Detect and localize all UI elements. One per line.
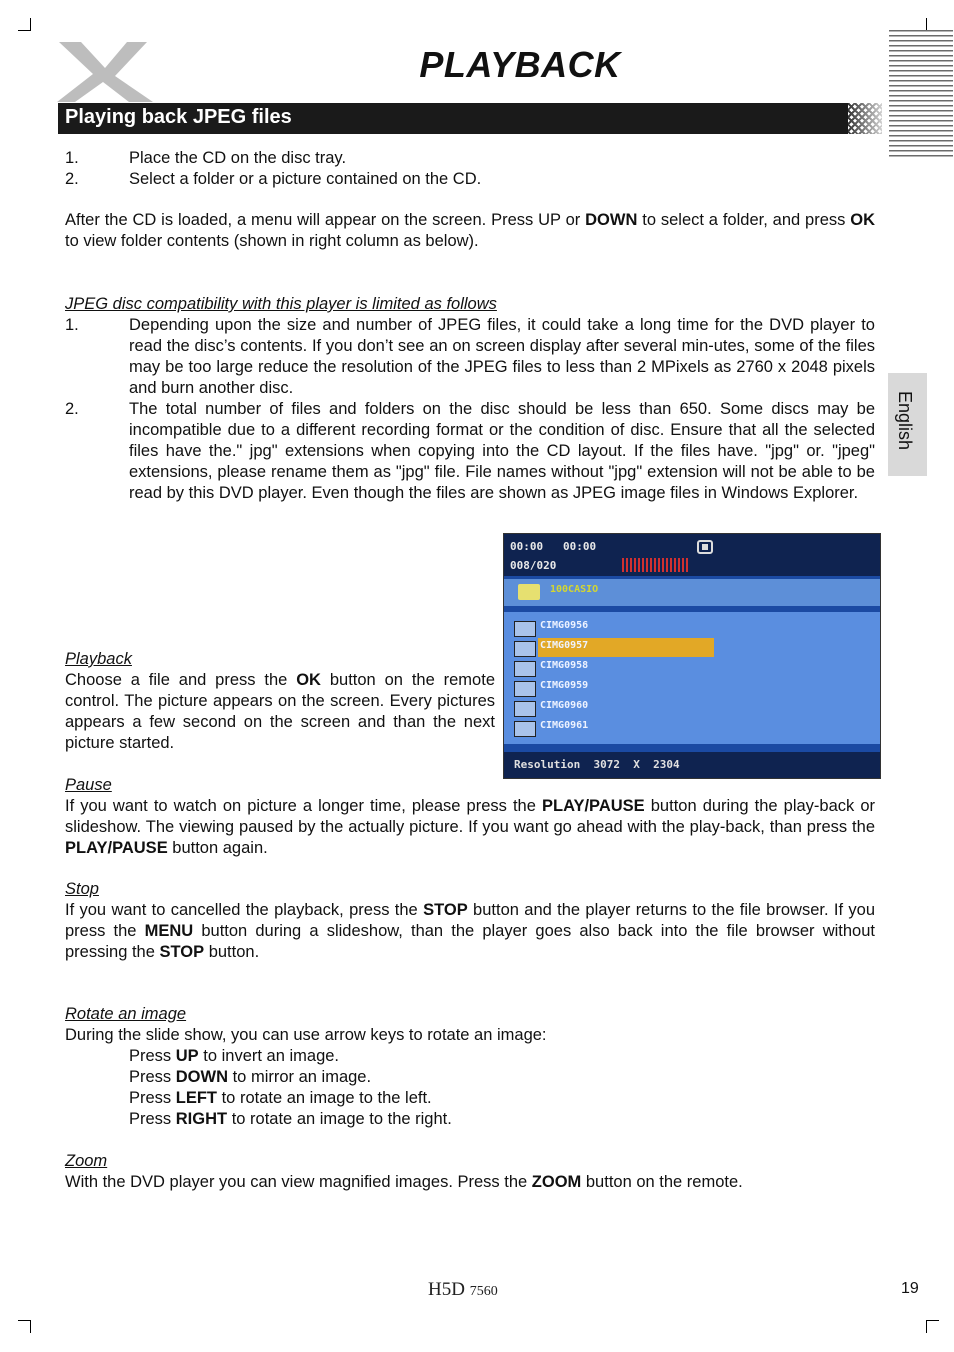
screen-count: 008/020 [510,559,557,572]
zoom-paragraph: With the DVD player you can view magnified images. Press the ZOOM button on the remote. [65,1173,743,1191]
file-item[interactable]: CIMG0956 [514,618,874,638]
compat-item: Depending upon the size and number of JPEG files, it could take a long time for the DVD player to read the disc’s contents. If you don’t see an on screen display after several min-utes, some of the files may be too large reduce the resolution of the JPEG files to less than 2 MPixels as 2760 x 2048 pixels and burn another disc. [129,316,875,397]
pause-paragraph: If you want to watch on picture a longer time, please press the PLAY/PAUSE button during the play-back or slideshow. The viewing paused by the actually picture. If you want go ahead with the play-back, than press the PLAY/PAUSE button again. [65,797,876,857]
intro-paragraph: After the CD is loaded, a menu will appear on the screen. Press UP or DOWN to select a folder, and press OK to view folder contents (shown in right column as below). [65,211,875,250]
file-item[interactable]: CIMG0961 [514,718,874,738]
playback-heading: Playback [65,650,132,668]
compat-number: 1. [65,316,79,334]
page-number: 19 [901,1280,919,1297]
step-number: 1. [65,149,79,167]
stop-paragraph: If you want to cancelled the playback, press the STOP button and the player returns to the file browser. If you press the MENU button during a slideshow, than the player goes also back into the file browser without pressing the STOP button. [65,901,875,961]
camera-icon [514,721,536,737]
compat-item: The total number of files and folders on the disc should be less than 650. Some discs may be incompatible due to a different recording format or the condition of disc. Ensure that all the selected files have the." jpg" extensions when copying into the CD layout. If the files have. "jpg" or. "jpeg" extensions, please rename them as "jpg" file. File names without "jpg" extension will not be able to be read by this DVD player. Even though the files are shown as JPEG image files in Windows Explorer. [129,400,875,502]
stop-icon [697,540,713,554]
camera-icon [514,701,536,717]
file-item[interactable]: CIMG0958 [514,658,874,678]
signal-level-icon [622,558,688,572]
rotate-line: Press LEFT to rotate an image to the left. [129,1089,432,1107]
folder-icon [518,584,540,600]
compat-heading: JPEG disc compatibility with this player is limited as follows [65,295,497,313]
rotate-line: Press UP to invert an image. [129,1047,340,1065]
brand-x-logo-icon [55,38,155,104]
crop-mark [18,1320,31,1333]
file-item[interactable]: CIMG0960 [514,698,874,718]
section-title: Playing back JPEG files [65,106,292,128]
camera-icon [514,641,536,657]
file-browser-screenshot [503,533,881,779]
step-text: Place the CD on the disc tray. [129,149,347,167]
screen-resolution: Resolution 3072 X 2304 [514,758,680,771]
camera-icon [514,681,536,697]
file-item[interactable]: CIMG0959 [514,678,874,698]
section-header-pattern [842,103,882,134]
language-tab [888,373,927,476]
playback-paragraph: Choose a file and press the OK button on the remote control. The picture appears on the screen. Every pictures appears a few second on the screen and than the next picture started. [65,671,495,752]
step-number: 2. [65,170,79,188]
crop-mark [926,1320,939,1333]
stop-heading: Stop [65,880,99,898]
rotate-line: Press DOWN to mirror an image. [129,1068,372,1086]
compat-number: 2. [65,400,79,418]
rotate-heading: Rotate an image [65,1005,187,1023]
pause-heading: Pause [65,776,112,794]
footer-model: H5D 7560 [428,1279,498,1300]
step-text: Select a folder or a picture contained on the CD. [129,170,482,188]
zoom-heading: Zoom [65,1152,108,1170]
file-item-selected[interactable]: CIMG0957 [514,638,874,658]
crop-mark [18,18,31,31]
screen-time: 00:00 00:00 [510,540,597,553]
camera-icon [514,621,536,637]
decorative-lines [889,30,953,158]
language-tab-label: English [895,391,915,451]
rotate-intro: During the slide show, you can use arrow keys to rotate an image: [65,1026,547,1044]
camera-icon [514,661,536,677]
folder-name: 100CASIO [550,584,599,595]
page-title: PLAYBACK [419,44,621,85]
rotate-line: Press RIGHT to rotate an image to the right. [129,1110,452,1128]
